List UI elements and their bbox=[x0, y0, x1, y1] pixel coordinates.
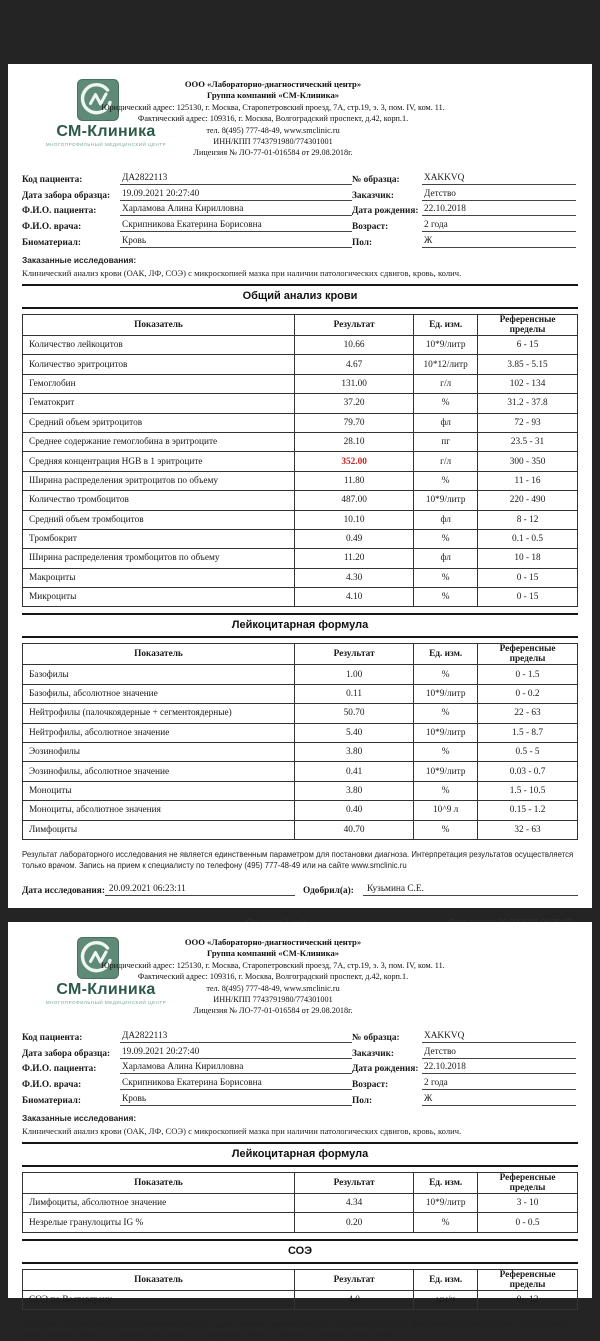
parameter-cell: Средняя концентрация HGB в 1 эритроците bbox=[23, 452, 295, 471]
patient-info-row bbox=[352, 1074, 578, 1090]
result-row bbox=[23, 1213, 578, 1232]
unit-cell: 10*9/литр bbox=[414, 723, 478, 742]
reference-cell: 1.5 - 8.7 bbox=[478, 723, 578, 742]
report-page-2 bbox=[8, 922, 592, 1340]
field-label: № образца: bbox=[352, 1032, 400, 1043]
approved-by-label: Одобрил(а): bbox=[303, 886, 354, 897]
brand-name: СМ-Клиника bbox=[56, 981, 156, 998]
field-value: 2 года bbox=[422, 1078, 576, 1090]
patient-info-row bbox=[22, 1074, 352, 1090]
section-title-leukocyte: Лейкоцитарная формула bbox=[22, 1142, 578, 1167]
reference-cell: 0 - 0.5 bbox=[478, 1213, 578, 1232]
result-cell: 131.00 bbox=[294, 374, 413, 393]
org-address-line: Фактический адрес: 109316, г. Москва, Волгоградский проспект, д.42, корп.1. bbox=[137, 972, 409, 982]
col-header-unit: Ед. изм. bbox=[414, 644, 478, 665]
result-row bbox=[23, 491, 578, 510]
unit-cell: 10^9 л bbox=[414, 801, 478, 820]
reference-cell: 23.5 - 31 bbox=[478, 432, 578, 451]
reference-cell: 31.2 - 37.8 bbox=[478, 394, 578, 413]
parameter-cell: Нейтрофилы (палочкоядерные + сегментоядерные) bbox=[23, 704, 295, 723]
field-value: Скрипникова Екатерина Борисовна bbox=[120, 1078, 352, 1090]
org-name-line1: ООО «Лабораторно-диагностический центр» bbox=[184, 79, 362, 89]
table-header-row bbox=[23, 1172, 578, 1193]
field-label: Биоматериал: bbox=[22, 237, 81, 248]
field-label: Дата рождения: bbox=[352, 206, 419, 217]
col-header-parameter: Показатель bbox=[23, 1172, 295, 1193]
col-header-parameter: Показатель bbox=[23, 314, 295, 335]
disclaimer-text: Результат лабораторного исследования не является единственным параметром для постановки диагноза. Интерпретация результатов осуществляется только врачом. Запись на прием к специалисту по телефону (495) 777-48-49 или на сайте www.smclinic.ru bbox=[22, 1320, 574, 1340]
patient-info-row bbox=[22, 185, 352, 201]
org-address-line: Юридический адрес: 125130, г. Москва, Старопетровский проезд, 7А, стр.19, э. 3, пом. IV, ком. 11. bbox=[101, 960, 445, 970]
result-cell: 487.00 bbox=[294, 491, 413, 510]
col-header-reference: Референсные пределы bbox=[478, 314, 578, 335]
field-label: Ф.И.О. врача: bbox=[22, 222, 82, 233]
field-value: Харламова Алина Кирилловна bbox=[120, 204, 352, 216]
brand-tagline: МНОГОПРОФИЛЬНЫЙ МЕДИЦИНСКИЙ ЦЕНТР bbox=[45, 1000, 167, 1005]
reference-cell: 300 - 350 bbox=[478, 452, 578, 471]
result-cell: 40.70 bbox=[294, 820, 413, 839]
result-cell: 0.20 bbox=[294, 1213, 413, 1232]
result-row bbox=[23, 704, 578, 723]
unit-cell: фл bbox=[414, 510, 478, 529]
patient-info-row bbox=[22, 1043, 352, 1059]
field-label: Код пациента: bbox=[22, 174, 83, 185]
reference-cell: 72 - 93 bbox=[478, 413, 578, 432]
ordered-studies-text: Клинический анализ крови (ОАК, ЛФ, СОЭ) с микроскопией мазка при наличии патологических сдвигов, кровь, колич. bbox=[22, 1125, 462, 1136]
patient-info-row bbox=[352, 1090, 578, 1106]
field-value: Ж bbox=[422, 1094, 576, 1106]
org-name-line2: Группа компаний «СМ-Клиника» bbox=[206, 948, 340, 959]
patient-info-right bbox=[352, 169, 578, 248]
patient-info-left bbox=[22, 169, 352, 248]
ordered-studies-label: Заказанные исследования: bbox=[22, 1112, 137, 1123]
org-address-line: Юридический адрес: 125130, г. Москва, Старопетровский проезд, 7А, стр.19, э. 3, пом. IV, ком. 11. bbox=[101, 102, 445, 112]
parameter-cell: Эозинофилы bbox=[23, 743, 295, 762]
result-row bbox=[23, 762, 578, 781]
unit-cell: г/л bbox=[414, 452, 478, 471]
patient-info-row bbox=[352, 1043, 578, 1059]
parameter-cell: Моноциты bbox=[23, 781, 295, 800]
result-cell: 1.00 bbox=[294, 665, 413, 684]
cbc-table bbox=[22, 314, 578, 607]
field-label: № образца: bbox=[352, 174, 400, 185]
field-value: Детство bbox=[422, 1047, 576, 1059]
patient-info-row bbox=[352, 232, 578, 248]
parameter-cell: Тромбокрит bbox=[23, 529, 295, 548]
result-row bbox=[23, 588, 578, 607]
field-label: Дата забора образца: bbox=[22, 190, 111, 201]
field-value: 22.10.2018 bbox=[422, 1062, 576, 1074]
col-header-parameter: Показатель bbox=[23, 1269, 295, 1290]
patient-info-row bbox=[22, 1027, 352, 1043]
patient-info-row bbox=[352, 1059, 578, 1075]
field-label: Дата забора образца: bbox=[22, 1048, 111, 1059]
patient-info-row bbox=[352, 201, 578, 217]
reference-cell: 102 - 134 bbox=[478, 374, 578, 393]
reference-cell: 10 - 18 bbox=[478, 549, 578, 568]
field-value: XAKKVQ bbox=[422, 173, 576, 185]
result-row bbox=[23, 665, 578, 684]
reference-cell: 0 - 12 bbox=[478, 1290, 578, 1309]
result-row bbox=[23, 471, 578, 490]
parameter-cell: Эозинофилы, абсолютное значение bbox=[23, 762, 295, 781]
table-header-row bbox=[23, 644, 578, 665]
reference-cell: 0.5 - 5 bbox=[478, 743, 578, 762]
org-name-line2: Группа компаний «СМ-Клиника» bbox=[206, 90, 340, 101]
col-header-result: Результат bbox=[294, 1172, 413, 1193]
parameter-cell: Ширина распределения тромбоцитов по объему bbox=[23, 549, 295, 568]
col-header-unit: Ед. изм. bbox=[414, 314, 478, 335]
org-name-line1: ООО «Лабораторно-диагностический центр» bbox=[184, 937, 362, 947]
signature-row bbox=[22, 884, 578, 896]
result-row bbox=[23, 1290, 578, 1309]
parameter-cell: Количество лейкоцитов bbox=[23, 335, 295, 354]
result-row bbox=[23, 432, 578, 451]
field-label: Ф.И.О. врача: bbox=[22, 1080, 82, 1091]
reference-cell: 11 - 16 bbox=[478, 471, 578, 490]
unit-cell: пг bbox=[414, 432, 478, 451]
parameter-cell: Незрелые гранулоциты IG % bbox=[23, 1213, 295, 1232]
result-cell: 4.34 bbox=[294, 1193, 413, 1212]
patient-info-row bbox=[352, 185, 578, 201]
parameter-cell: Средний объем эритроцитов bbox=[23, 413, 295, 432]
result-cell: 4.0 bbox=[294, 1290, 413, 1309]
ordered-studies bbox=[22, 1113, 578, 1136]
reference-cell: 1.5 - 10.5 bbox=[478, 781, 578, 800]
field-label: Пол: bbox=[352, 1095, 373, 1106]
field-value: ДА2822113 bbox=[120, 1031, 352, 1043]
reference-cell: 0.03 - 0.7 bbox=[478, 762, 578, 781]
result-row bbox=[23, 1193, 578, 1212]
unit-cell: % bbox=[414, 704, 478, 723]
research-date-label: Дата исследования: bbox=[22, 886, 105, 897]
col-header-reference: Референсные пределы bbox=[478, 644, 578, 665]
reference-cell: 0 - 15 bbox=[478, 588, 578, 607]
parameter-cell: Средний объем тромбоцитов bbox=[23, 510, 295, 529]
section-title-esr: СОЭ bbox=[22, 1239, 578, 1264]
patient-info-row bbox=[22, 216, 352, 232]
parameter-cell: Лимфоциты bbox=[23, 820, 295, 839]
org-address-line: тел. 8(495) 777-48-49, www.smclinic.ru bbox=[206, 125, 340, 135]
result-cell: 4.30 bbox=[294, 568, 413, 587]
patient-info-row bbox=[352, 1027, 578, 1043]
reference-cell: 6 - 15 bbox=[478, 335, 578, 354]
patient-info-row bbox=[22, 1090, 352, 1106]
leukocyte-table bbox=[22, 643, 578, 840]
unit-cell: 10*12/литр bbox=[414, 355, 478, 374]
field-value: Кровь bbox=[120, 236, 352, 248]
brand-name: СМ-Клиника bbox=[56, 123, 156, 140]
patient-info-row bbox=[22, 169, 352, 185]
col-header-unit: Ед. изм. bbox=[414, 1172, 478, 1193]
parameter-cell: Макроциты bbox=[23, 568, 295, 587]
approved-by-value: Кузьмина С.Е. bbox=[363, 884, 578, 896]
section-title-leukocyte: Лейкоцитарная формула bbox=[22, 613, 578, 638]
unit-cell: 10*9/литр bbox=[414, 491, 478, 510]
parameter-cell: Базофилы bbox=[23, 665, 295, 684]
result-row bbox=[23, 374, 578, 393]
result-row bbox=[23, 743, 578, 762]
field-value: XAKKVQ bbox=[422, 1031, 576, 1043]
field-value: 19.09.2021 20:27:40 bbox=[120, 1047, 352, 1059]
reference-cell: 0 - 15 bbox=[478, 568, 578, 587]
research-date-value: 20.09.2021 06:23:11 bbox=[105, 884, 295, 896]
research-date-field bbox=[22, 884, 295, 896]
reference-cell: 0.15 - 1.2 bbox=[478, 801, 578, 820]
reference-cell: 3 - 10 bbox=[478, 1193, 578, 1212]
org-address-line: ИНН/КПП 7743791980/774301001 bbox=[213, 995, 333, 1005]
result-row bbox=[23, 413, 578, 432]
unit-cell: % bbox=[414, 781, 478, 800]
result-cell: 10.66 bbox=[294, 335, 413, 354]
parameter-cell: Микроциты bbox=[23, 588, 295, 607]
unit-cell: % bbox=[414, 471, 478, 490]
patient-info-right bbox=[352, 1027, 578, 1106]
result-row bbox=[23, 510, 578, 529]
field-label: Заказчик: bbox=[352, 1048, 395, 1059]
unit-cell: мм/ч bbox=[414, 1290, 478, 1309]
result-row bbox=[23, 394, 578, 413]
result-cell: 3.80 bbox=[294, 781, 413, 800]
result-row bbox=[23, 355, 578, 374]
unit-cell: % bbox=[414, 568, 478, 587]
patient-info-left bbox=[22, 1027, 352, 1106]
result-row bbox=[23, 335, 578, 354]
org-header-text bbox=[62, 937, 484, 1017]
patient-info-row bbox=[22, 201, 352, 217]
result-cell: 10.10 bbox=[294, 510, 413, 529]
ordered-studies-label: Заказанные исследования: bbox=[22, 254, 137, 265]
field-label: Возраст: bbox=[352, 222, 389, 233]
unit-cell: 10*9/литр bbox=[414, 762, 478, 781]
reference-cell: 3.85 - 5.15 bbox=[478, 355, 578, 374]
table-header-row bbox=[23, 314, 578, 335]
unit-cell: % bbox=[414, 529, 478, 548]
parameter-cell: СОЭ по Вестергрену bbox=[23, 1290, 295, 1309]
field-label: Возраст: bbox=[352, 1080, 389, 1091]
result-cell: 5.40 bbox=[294, 723, 413, 742]
col-header-parameter: Показатель bbox=[23, 644, 295, 665]
field-label: Биоматериал: bbox=[22, 1095, 81, 1106]
result-cell: 0.49 bbox=[294, 529, 413, 548]
reference-cell: 0.1 - 0.5 bbox=[478, 529, 578, 548]
ordered-studies bbox=[22, 255, 578, 278]
reference-cell: 220 - 490 bbox=[478, 491, 578, 510]
org-header-text bbox=[62, 79, 484, 159]
field-value: 22.10.2018 bbox=[422, 204, 576, 216]
brand-tagline: МНОГОПРОФИЛЬНЫЙ МЕДИЦИНСКИЙ ЦЕНТР bbox=[45, 142, 167, 147]
org-address-lines bbox=[62, 960, 484, 1017]
parameter-cell: Количество тромбоцитов bbox=[23, 491, 295, 510]
org-address-line: тел. 8(495) 777-48-49, www.smclinic.ru bbox=[206, 983, 340, 993]
col-header-result: Результат bbox=[294, 644, 413, 665]
unit-cell: % bbox=[414, 665, 478, 684]
field-value: 2 года bbox=[422, 220, 576, 232]
result-cell: 28.10 bbox=[294, 432, 413, 451]
result-cell: 37.20 bbox=[294, 394, 413, 413]
result-cell: 0.41 bbox=[294, 762, 413, 781]
unit-cell: фл bbox=[414, 549, 478, 568]
patient-info bbox=[22, 169, 578, 248]
result-row bbox=[23, 529, 578, 548]
col-header-unit: Ед. изм. bbox=[414, 1269, 478, 1290]
letterhead bbox=[22, 77, 578, 165]
patient-info bbox=[22, 1027, 578, 1106]
parameter-cell: Моноциты, абсолютное значения bbox=[23, 801, 295, 820]
result-cell: 0.40 bbox=[294, 801, 413, 820]
unit-cell: % bbox=[414, 394, 478, 413]
field-label: Заказчик: bbox=[352, 190, 395, 201]
report-page-1 bbox=[8, 64, 592, 908]
org-address-lines bbox=[62, 102, 484, 159]
unit-cell: 10*9/литр bbox=[414, 684, 478, 703]
patient-info-row bbox=[352, 216, 578, 232]
parameter-cell: Гематокрит bbox=[23, 394, 295, 413]
reference-cell: 32 - 63 bbox=[478, 820, 578, 839]
result-row bbox=[23, 723, 578, 742]
field-value: Детство bbox=[422, 189, 576, 201]
unit-cell: % bbox=[414, 588, 478, 607]
esr-table bbox=[22, 1269, 578, 1310]
ordered-studies-text: Клинический анализ крови (ОАК, ЛФ, СОЭ) с микроскопией мазка при наличии патологических сдвигов, кровь, колич. bbox=[22, 267, 462, 278]
col-header-reference: Референсные пределы bbox=[478, 1172, 578, 1193]
field-label: Пол: bbox=[352, 237, 373, 248]
field-label: Код пациента: bbox=[22, 1032, 83, 1043]
parameter-cell: Лимфоциты, абсолютное значение bbox=[23, 1193, 295, 1212]
parameter-cell: Базофилы, абсолютное значение bbox=[23, 684, 295, 703]
result-cell: 50.70 bbox=[294, 704, 413, 723]
result-row bbox=[23, 781, 578, 800]
unit-cell: 10*9/литр bbox=[414, 1193, 478, 1212]
section-title-cbc: Общий анализ крови bbox=[22, 284, 578, 309]
field-value: Ж bbox=[422, 236, 576, 248]
field-value: ДА2822113 bbox=[120, 173, 352, 185]
letterhead bbox=[22, 935, 578, 1023]
patient-info-row bbox=[352, 169, 578, 185]
result-cell: 4.67 bbox=[294, 355, 413, 374]
unit-cell: фл bbox=[414, 413, 478, 432]
org-address-line: ИНН/КПП 7743791980/774301001 bbox=[213, 137, 333, 147]
col-header-reference: Референсные пределы bbox=[478, 1269, 578, 1290]
org-address-line: Лицензия № ЛО-77-01-016584 от 29.08.2018г. bbox=[193, 148, 353, 158]
result-row bbox=[23, 452, 578, 471]
field-value: 19.09.2021 20:27:40 bbox=[120, 189, 352, 201]
reference-cell: 0 - 1.5 bbox=[478, 665, 578, 684]
field-value: Харламова Алина Кирилловна bbox=[120, 1062, 352, 1074]
parameter-cell: Ширина распределения эритроцитов по объему bbox=[23, 471, 295, 490]
col-header-result: Результат bbox=[294, 314, 413, 335]
reference-cell: 0 - 0.2 bbox=[478, 684, 578, 703]
reference-cell: 22 - 63 bbox=[478, 704, 578, 723]
org-address-line: Фактический адрес: 109316, г. Москва, Волгоградский проспект, д.42, корп.1. bbox=[137, 114, 409, 124]
result-cell: 11.20 bbox=[294, 549, 413, 568]
unit-cell: % bbox=[414, 743, 478, 762]
patient-info-row bbox=[22, 232, 352, 248]
parameter-cell: Нейтрофилы, абсолютное значение bbox=[23, 723, 295, 742]
result-cell: 4.10 bbox=[294, 588, 413, 607]
result-row bbox=[23, 820, 578, 839]
leukocyte-continued-table bbox=[22, 1172, 578, 1233]
field-value: Скрипникова Екатерина Борисовна bbox=[120, 220, 352, 232]
unit-cell: г/л bbox=[414, 374, 478, 393]
result-cell: 79.70 bbox=[294, 413, 413, 432]
parameter-cell: Среднее содержание гемоглобина в эритроците bbox=[23, 432, 295, 451]
parameter-cell: Количество эритроцитов bbox=[23, 355, 295, 374]
result-cell: 0.11 bbox=[294, 684, 413, 703]
disclaimer-text: Результат лабораторного исследования не является единственным параметром для постановки диагноза. Интерпретация результатов осуществляется только врачом. Запись на прием к специалисту по телефону (495) 777-48-49 или на сайте www.smclinic.ru bbox=[22, 849, 574, 870]
result-row bbox=[23, 684, 578, 703]
parameter-cell: Гемоглобин bbox=[23, 374, 295, 393]
approved-by-field bbox=[303, 884, 578, 896]
org-address-line: Лицензия № ЛО-77-01-016584 от 29.08.2018г. bbox=[193, 1006, 353, 1016]
unit-cell: % bbox=[414, 1213, 478, 1232]
field-value: Кровь bbox=[120, 1094, 352, 1106]
field-label: Ф.И.О. пациента: bbox=[22, 1064, 97, 1075]
patient-info-row bbox=[22, 1059, 352, 1075]
result-cell: 11.80 bbox=[294, 471, 413, 490]
unit-cell: % bbox=[414, 820, 478, 839]
result-row bbox=[23, 549, 578, 568]
reference-cell: 8 - 12 bbox=[478, 510, 578, 529]
result-row bbox=[23, 568, 578, 587]
result-row bbox=[23, 801, 578, 820]
field-label: Ф.И.О. пациента: bbox=[22, 206, 97, 217]
unit-cell: 10*9/литр bbox=[414, 335, 478, 354]
result-cell: 352.00 bbox=[294, 452, 413, 471]
col-header-result: Результат bbox=[294, 1269, 413, 1290]
result-cell: 3.80 bbox=[294, 743, 413, 762]
table-header-row bbox=[23, 1269, 578, 1290]
field-label: Дата рождения: bbox=[352, 1064, 419, 1075]
